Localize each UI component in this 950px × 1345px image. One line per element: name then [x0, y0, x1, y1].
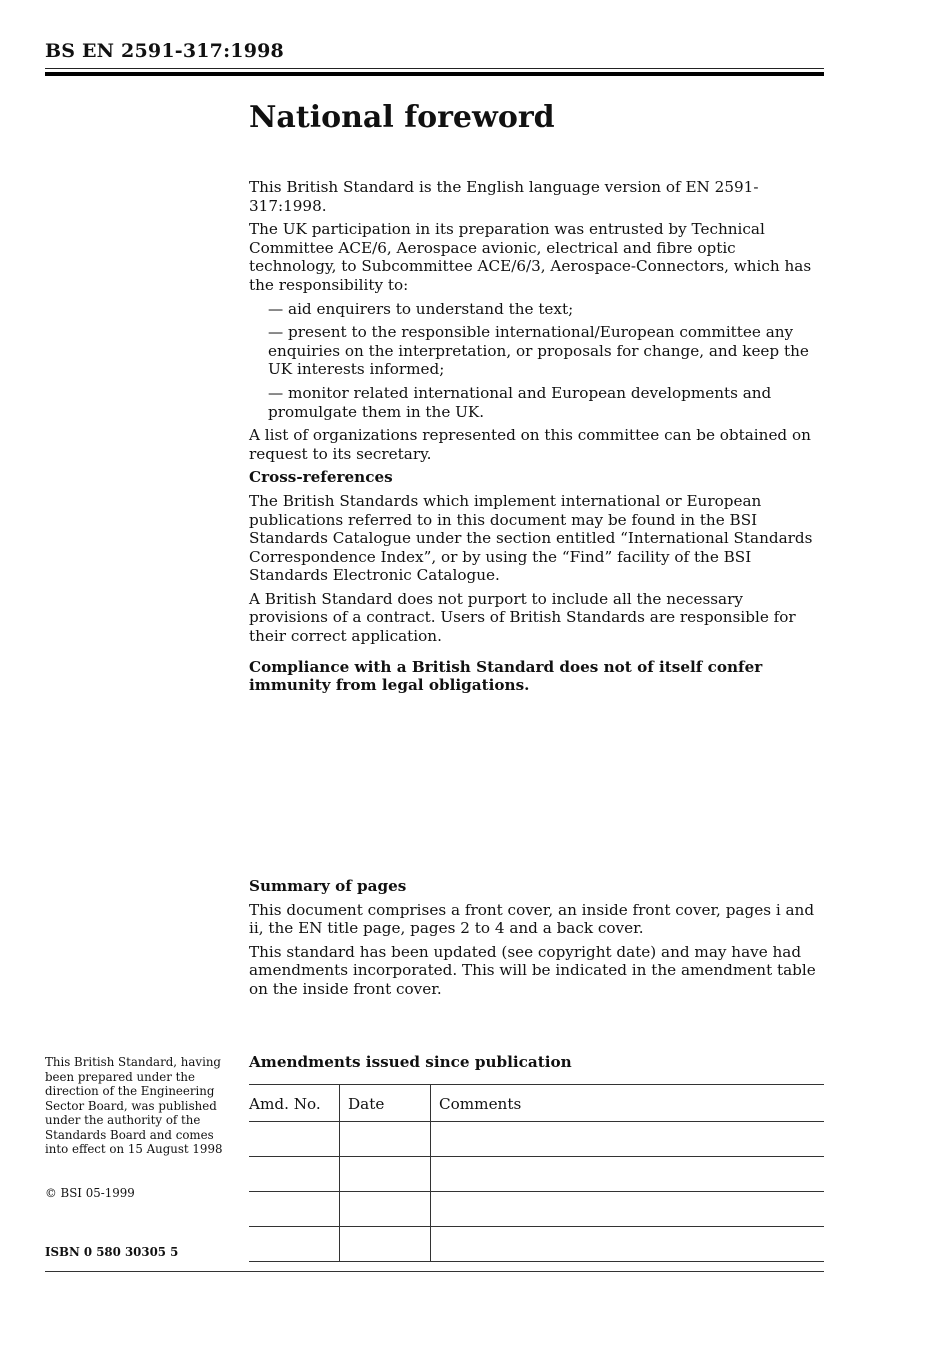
page-title: National foreword	[249, 100, 555, 135]
table-cell	[340, 1157, 431, 1192]
column-header-amd-no: Amd. No.	[249, 1085, 340, 1122]
responsibility-item: — present to the responsible international/European committee any enquiries on the interpretation, or proposals for change, and keep the UK interests informed;	[268, 323, 809, 379]
table-cell	[249, 1192, 340, 1227]
summary-of-pages	[249, 877, 824, 1004]
table-cell	[340, 1192, 431, 1227]
participation-paragraph: The UK participation in its preparation was entrusted by Technical Committee ACE/6, Aerospace avionic, electrical and fibre optic technology, to Subcommittee ACE/6/3, Aerospace-Connectors, which has the responsibility to:	[249, 220, 812, 294]
publication-note: This British Standard, having been prepared under the direction of the Engineering Sector Board, was published under the authority of the Standards Board and comes into effect on 15 August 1998	[45, 1055, 223, 1156]
responsibility-item: — aid enquirers to understand the text;	[268, 299, 574, 318]
provisions-paragraph: A British Standard does not purport to include all the necessary provisions of a contract. Users of British Standards are responsible for their correct application.	[249, 589, 796, 646]
footer-rule	[45, 1271, 824, 1272]
column-header-date: Date	[340, 1085, 431, 1122]
copyright-notice: © BSI 05-1999	[45, 1186, 135, 1200]
isbn: ISBN 0 580 30305 5	[45, 1245, 179, 1259]
cross-references-heading: Cross-references	[249, 468, 393, 487]
table-cell	[431, 1192, 825, 1227]
header-rule-thick	[45, 72, 824, 76]
table-row	[249, 1227, 824, 1262]
table-cell	[249, 1227, 340, 1262]
summary-heading: Summary of pages	[249, 877, 407, 895]
amendments-heading: Amendments issued since publication	[249, 1053, 572, 1071]
table-cell	[431, 1227, 825, 1262]
table-row	[249, 1122, 824, 1157]
table-cell	[340, 1122, 431, 1157]
update-paragraph: This standard has been updated (see copyright date) and may have had amendments incorporated. This will be indicated in the amendment table on the inside front cover.	[249, 942, 816, 998]
foreword-body	[249, 178, 824, 700]
summary-paragraph: This document comprises a front cover, an inside front cover, pages i and ii, the EN title page, pages 2 to 4 and a back cover.	[249, 900, 815, 938]
table-cell	[249, 1122, 340, 1157]
table-cell	[249, 1157, 340, 1192]
amendments-table	[249, 1084, 824, 1262]
cross-references-paragraph: The British Standards which implement international or European publications referred to in this document may be found in the BSI Standards Catalogue under the section entitled “International Standards Correspondence Index”, or by using the “Find” facility of the BSI Standards Electronic Catalogue.	[249, 491, 813, 585]
table-cell	[431, 1157, 825, 1192]
table-row	[249, 1192, 824, 1227]
intro-paragraph: This British Standard is the English language version of EN 2591-317:1998.	[249, 178, 759, 215]
table-header-row	[249, 1085, 824, 1122]
table-cell	[340, 1227, 431, 1262]
column-header-comments: Comments	[431, 1085, 825, 1122]
document-code: BS EN 2591-317:1998	[45, 40, 284, 62]
compliance-statement: Compliance with a British Standard does not of itself confer immunity from legal obligations.	[249, 657, 763, 695]
header-rule-thin	[45, 68, 824, 69]
responsibility-item: — monitor related international and European developments and promulgate them in the UK.	[268, 383, 772, 421]
table-cell	[431, 1122, 825, 1157]
table-row	[249, 1157, 824, 1192]
organizations-paragraph: A list of organizations represented on this committee can be obtained on request to its secretary.	[249, 426, 811, 463]
